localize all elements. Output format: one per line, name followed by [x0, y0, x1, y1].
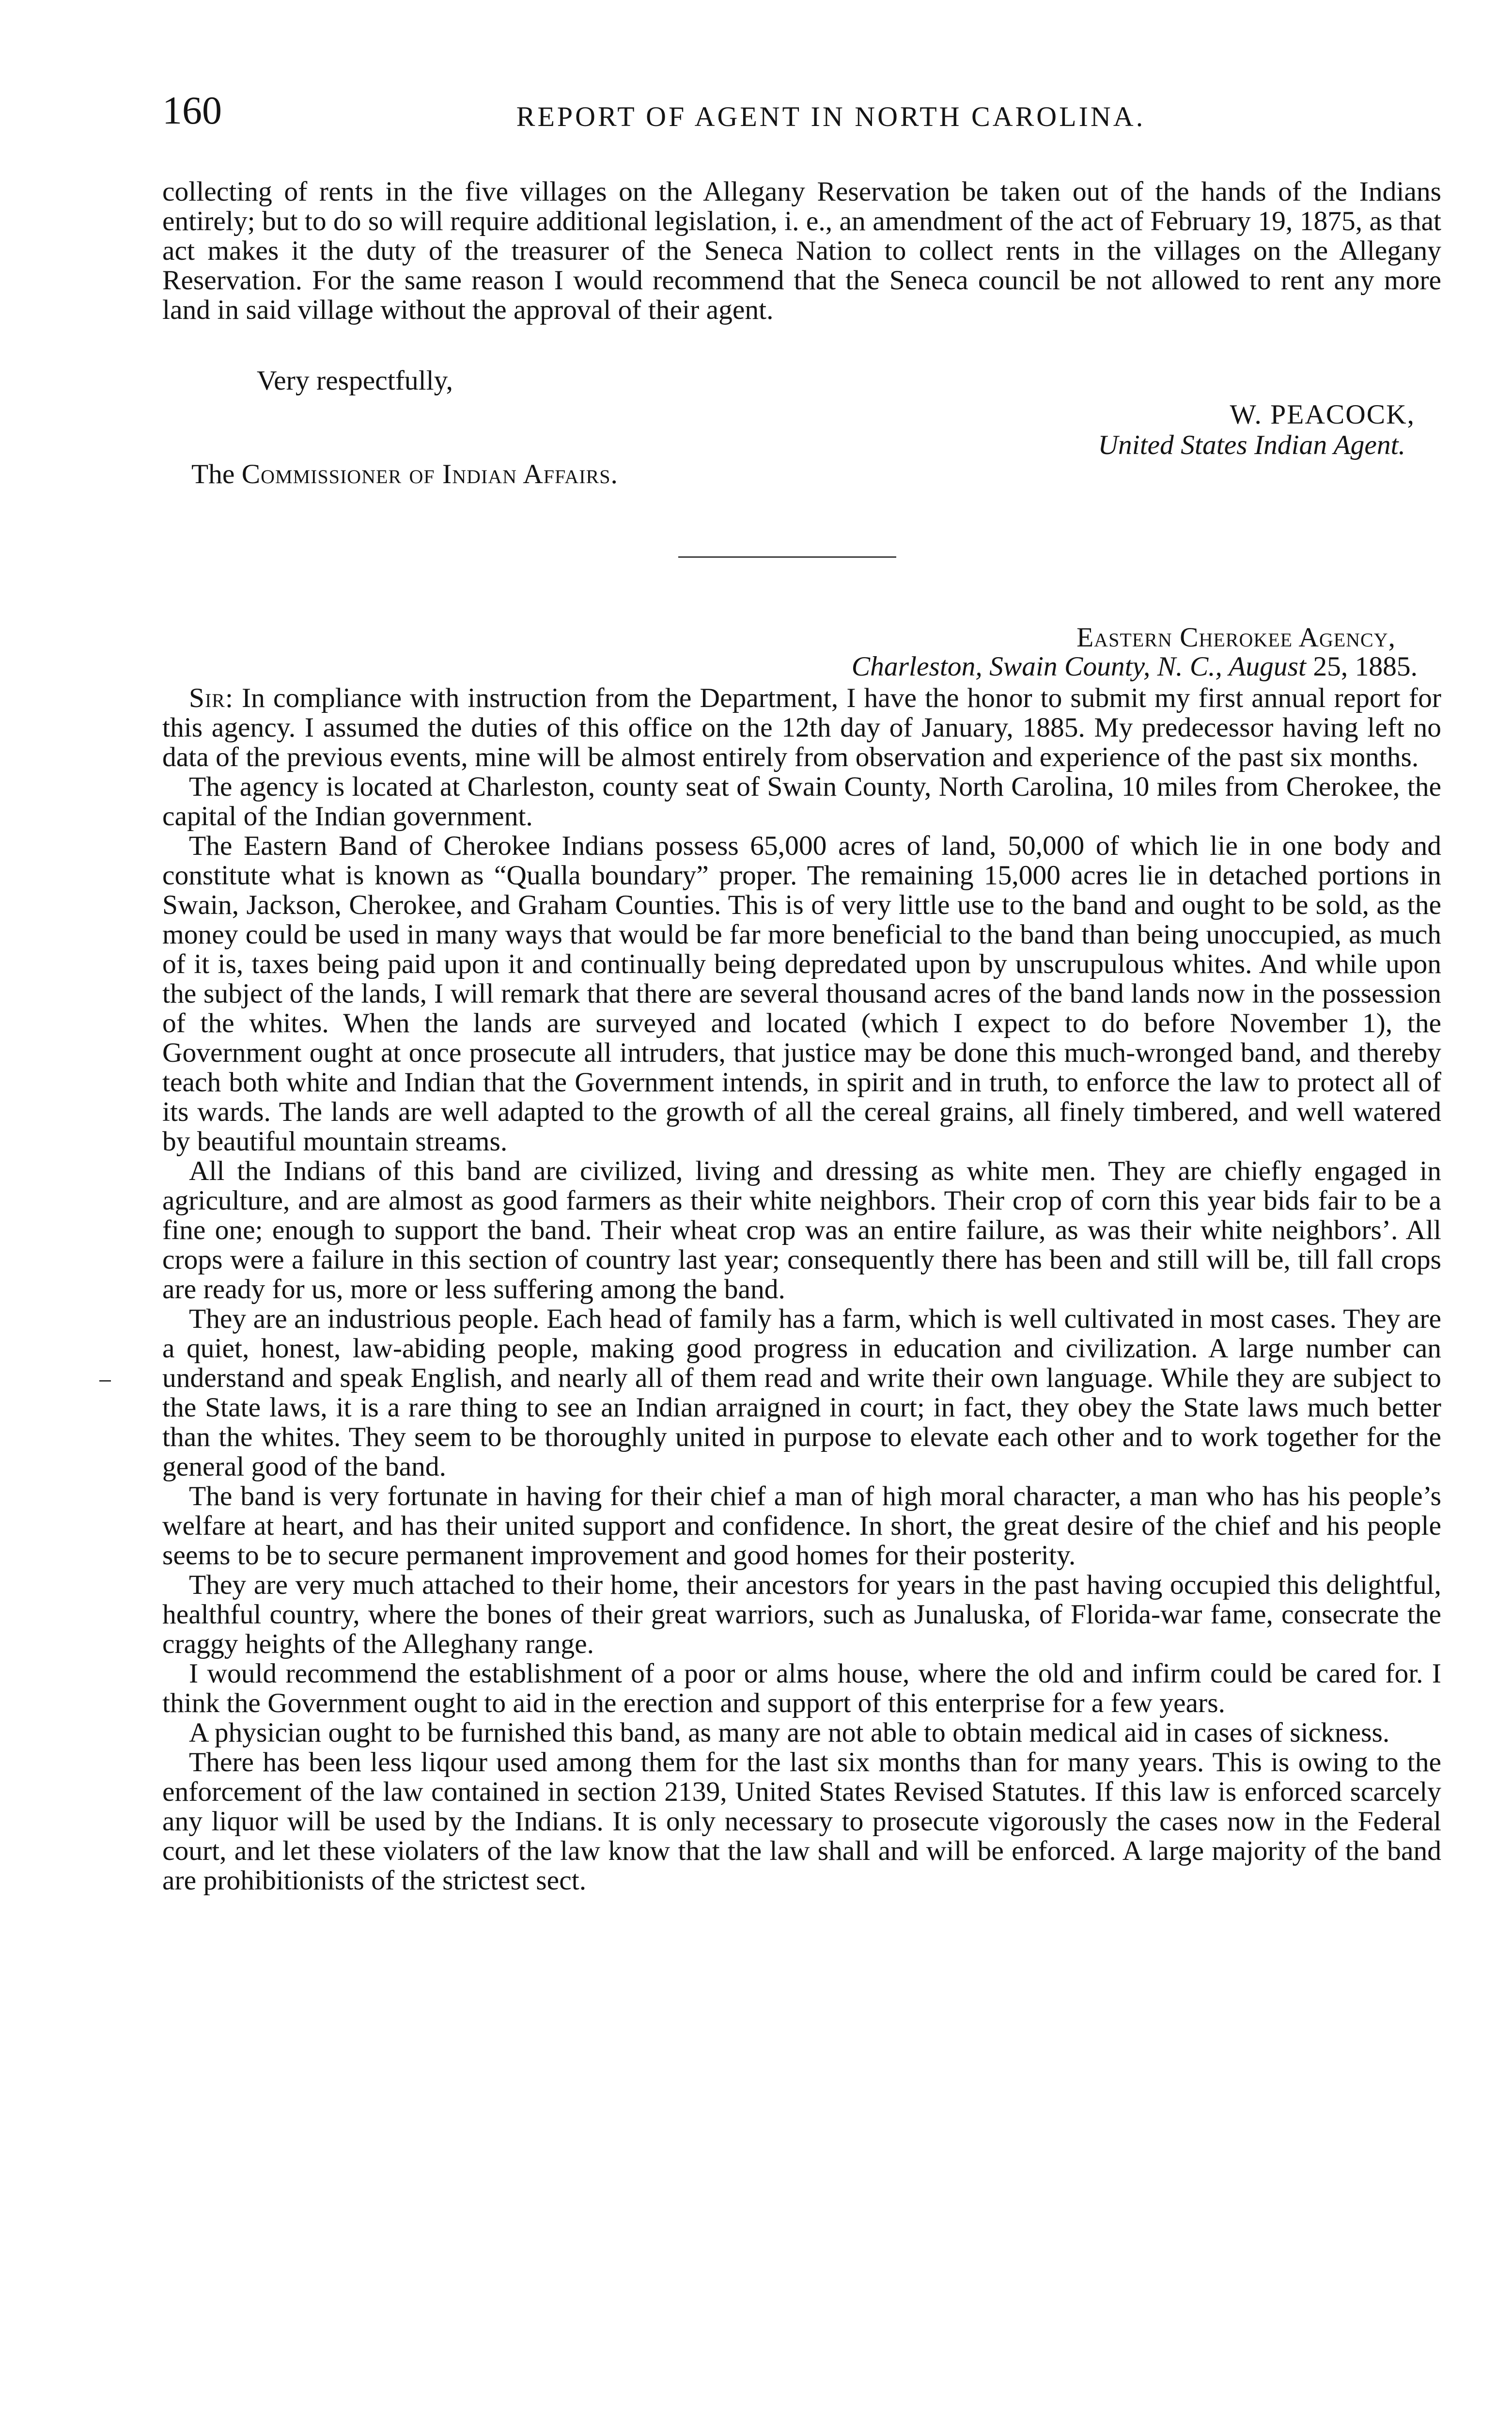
running-title: REPORT OF AGENT IN NORTH CAROLINA. — [516, 101, 1146, 132]
closing-phrase: Very respectfully, — [257, 365, 453, 396]
signer-name: W. PEACOCK, — [1230, 399, 1415, 430]
body-paragraph-7: They are very much attached to their home, their ancestors for years in the past having occupied this delightful, healthful country, where the bones of their great warriors, such as Junaluska, of Florida-war fame, consecrate the craggy heights of the Alleghany range. — [162, 1570, 1441, 1659]
section-divider — [678, 556, 896, 558]
body-paragraph-1 — [162, 683, 1441, 772]
addressee-line — [191, 459, 618, 489]
letter2-body — [162, 683, 1441, 1895]
body-paragraph-6: The band is very fortunate in having for their chief a man of high moral character, a man who has his people’s welfare at heart, and has their united support and confidence. In short, the great desire of the chief and his people seems to be to secure permanent improvement and good homes for their posterity. — [162, 1481, 1441, 1571]
body-paragraph-5: They are an industrious people. Each head of family has a farm, which is well cultivated in most cases. They are a quiet, honest, law-abiding people, making good progress in education and civilization. A large number can understand and speak English, and nearly all of them read and write their own language. While they are subject to the State laws, it is a rare thing to see an Indian arraigned in court; in fact, they obey the State laws much better than the whites. They seem to be thoroughly united in purpose to elevate each other and to work together for the general good of the band. — [162, 1304, 1441, 1482]
body-paragraph-10: There has been less liqour used among them for the last six months than for many years. This is owing to the enforcement of the law contained in section 2139, United States Revised Statutes. If this law is enforced scarcely any liquor will be used by the Indians. It is only necessary to prosecute vigorously the cases now in the Federal court, and let these violaters of the law know that the law shall and will be enforced. A large majority of the band are prohibitionists of the strictest sect. — [162, 1747, 1441, 1896]
agency-heading: Eastern Cherokee Agency, — [1076, 622, 1396, 653]
body-paragraph-8: I would recommend the establishment of a poor or alms house, where the old and infirm could be cared for. I think the Government ought to aid in the erection and support of this enterprise for a few years. — [162, 1658, 1441, 1718]
body-paragraph-3: The Eastern Band of Cherokee Indians possess 65,000 acres of land, 50,000 of which lie in one body and constitute what is known as “Qualla boundary” proper. The remaining 15,000 acres lie in detached portions in Swain, Jackson, Cherokee, and Graham Counties. This is of very little use to the band and ought to be sold, as the money could be used in many ways that would be far more beneficial to the band than being unoccupied, as much of it is, taxes being paid upon it and continually being depredated upon by unscrupulous whites. And while upon the subject of the lands, I will remark that there are several thousand acres of the band lands now in the possession of the whites. When the lands are surveyed and located (which I expect to do before November 1), the Government ought at once prosecute all intruders, that justice may be done this much-wronged band, and thereby teach both white and Indian that the Government intends, in spirit and in truth, to enforce the law to protect all of its wards. The lands are well adapted to the growth of all the cereal grains, all finely timbered, and well watered by beautiful mountain streams. — [162, 831, 1441, 1157]
dateline-place: Charleston, Swain County, N. C., August — [851, 651, 1306, 682]
addressee-name: Commissioner of Indian Affairs. — [241, 459, 618, 489]
paragraph-text: In compliance with instruction from the Department, I have the honor to submit my first annual report for this agency. I assumed the duties of this office on the 12th day of January, 1885. My predecessor having left no data of the previous events, mine will be almost entirely from observation and experience of the past six months. — [162, 683, 1441, 772]
body-paragraph-4: All the Indians of this band are civilized, living and dressing as white men. They are chiefly engaged in agriculture, and are almost as good farmers as their white neighbors. Their crop of corn this year bids fair to be a fine one; enough to support the band. Their wheat crop was an entire failure, as was their white neighbors’. All crops were a failure in this section of country last year; consequently there has been and still will be, till fall crops are ready for us, more or less suffering among the band. — [162, 1156, 1441, 1305]
body-paragraph-2: The agency is located at Charleston, county seat of Swain County, North Carolina, 10 miles from Cherokee, the capital of the Indian government. — [162, 771, 1441, 832]
continuation-paragraph: collecting of rents in the five villages on the Allegany Reservation be taken out of the hands of the Indians entirely; but to do so will require additional legislation, i. e., an amendment of the act of February 19, 1875, as that act makes it the duty of the treasurer of the Seneca Nation to collect rents in the villages on the Allegany Reservation. For the same reason I would recommend that the Seneca council be not allowed to rent any more land in said village without the approval of their agent. — [162, 176, 1441, 325]
margin-mark — [99, 1380, 111, 1382]
salutation: Sir: — [189, 683, 234, 713]
page-number: 160 — [162, 88, 222, 132]
dateline — [852, 652, 1418, 681]
signer-title: United States Indian Agent. — [1098, 430, 1405, 460]
running-header — [162, 86, 1441, 140]
letter1-continuation — [162, 177, 1441, 325]
body-paragraph-9: A physician ought to be furnished this band, as many are not able to obtain medical aid in cases of sickness. — [189, 1717, 1390, 1748]
addressee-prefix: The — [191, 459, 242, 489]
dateline-day: 25, 1885. — [1306, 651, 1418, 682]
